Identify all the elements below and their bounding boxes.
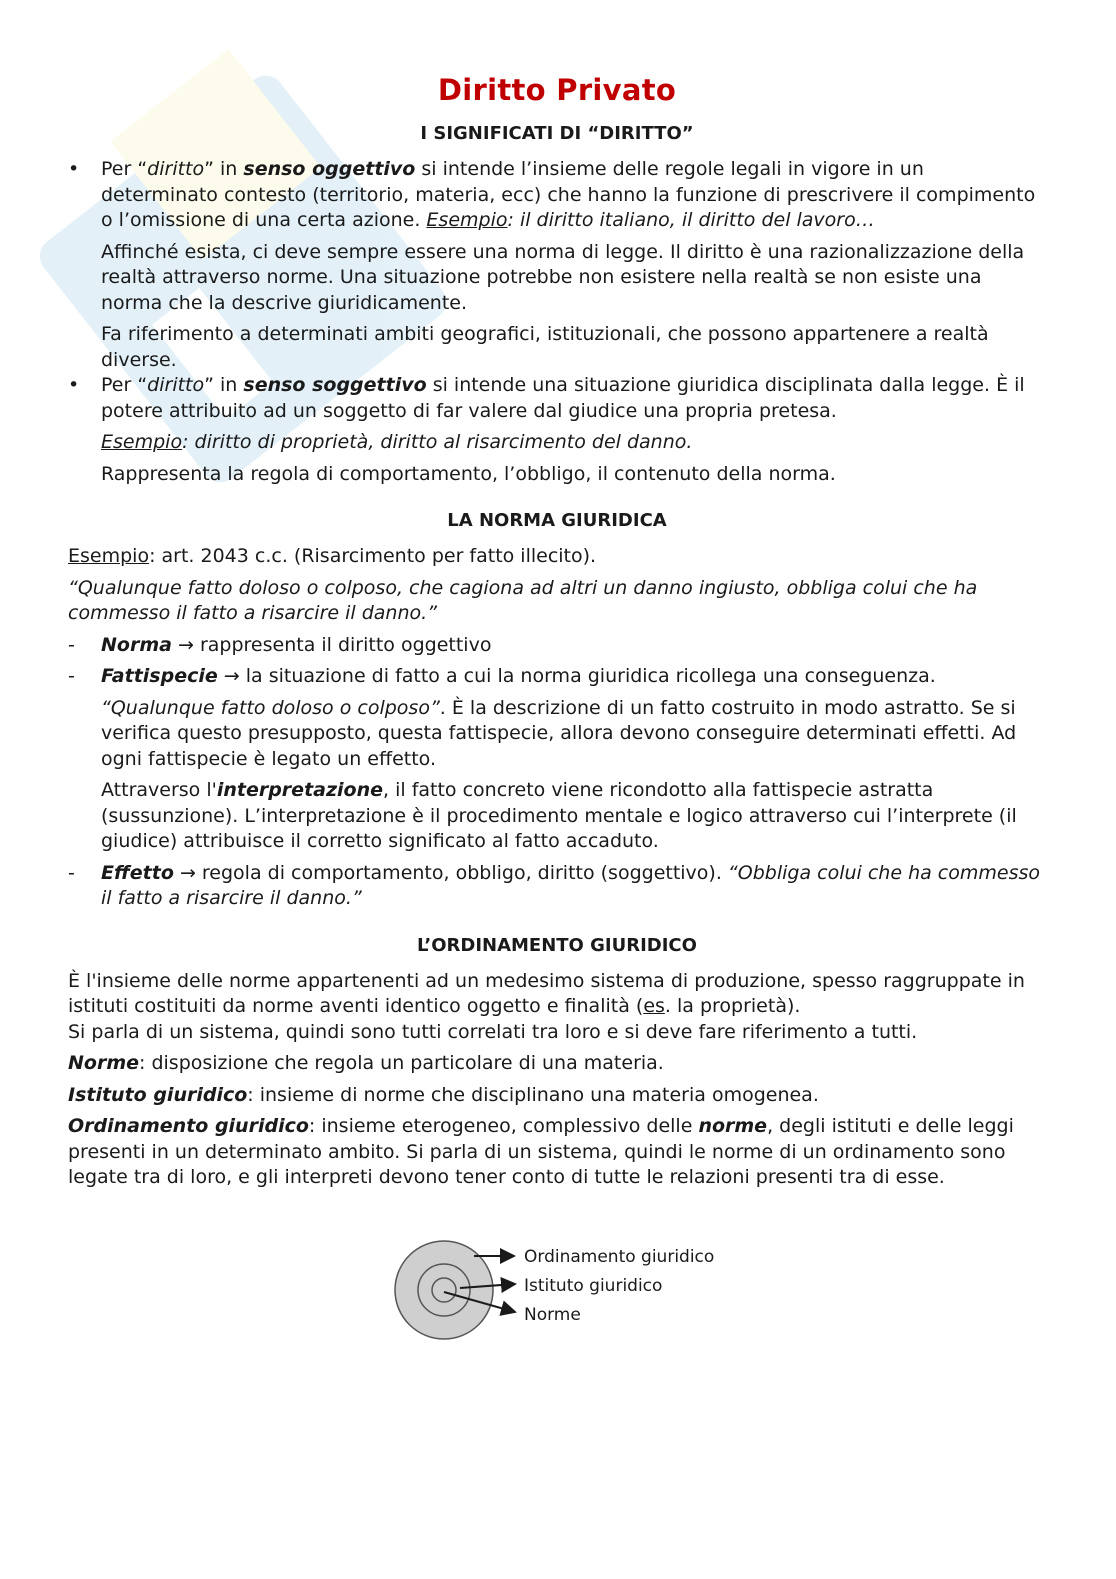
esempio-label: Esempio <box>426 209 508 231</box>
section-heading-ordinamento: L’ORDINAMENTO GIURIDICO <box>417 934 697 956</box>
example-line: Esempio: diritto di proprietà, diritto al risarcimento del danno. <box>101 431 693 453</box>
definition-ordinamento: Ordinamento giuridico: insieme eterogeneo, complessivo delle norme, degli istituti e delle leggi presenti in un determinato ambito. Si parla di un sistema, quindi le norme di un ordinamento sono legate tra di loro, e gli interpreti devono tener conto di tutte le relazioni presenti tra di esse. <box>68 1115 1014 1188</box>
dash-item-norma: - Norma → rappresenta il diritto oggettivo <box>68 633 1046 659</box>
dash-item-effetto: - Effetto → regola di comportamento, obbligo, diritto (soggettivo). “Obbliga colui che ha commesso il fatto a risarcire il danno.” <box>68 861 1046 912</box>
esempio-label: Esempio <box>68 545 150 567</box>
section-heading-norma: LA NORMA GIURIDICA <box>447 510 667 531</box>
section-heading-significati: I SIGNIFICATI DI “DIRITTO” <box>420 123 694 144</box>
paragraph: Si parla di un sistema, quindi sono tutti correlati tra loro e si deve fare riferimento a tutti. <box>68 1020 918 1043</box>
example-line: Esempio: art. 2043 c.c. (Risarcimento per fatto illecito). <box>68 545 597 567</box>
bullet-senso-oggettivo: • Per “diritto” in senso oggettivo si intende l’insieme delle regole legali in vigore in un determinato contesto (territorio, materia, ecc) che hanno la funzione di prescrivere il compimento o l’omissione di una certa azione. Esempio: il diritto italiano, il diritto del lavoro… <box>68 157 1046 234</box>
term-senso-oggettivo: senso oggettivo <box>243 158 416 180</box>
paragraph: “Qualunque fatto doloso o colposo”. È la descrizione di un fatto costruito in modo astratto. Se si verifica questo presupposto, questa fattispecie, allora devono conseguire determinati effetti. Ad ogni fattispecie è legato un effetto. <box>101 696 1017 770</box>
dash-item-fattispecie: - Fattispecie → la situazione di fatto a cui la norma giuridica ricollega una conseguenza. <box>68 664 1046 690</box>
definition-istituto: Istituto giuridico: insieme di norme che disciplinano una materia omogenea. <box>68 1083 819 1106</box>
paragraph: È l'insieme delle norme appartenenti ad un medesimo sistema di produzione, spesso raggruppate in istituti costituiti da norme aventi identico oggetto e finalità (es. la proprietà). <box>68 969 1025 1017</box>
esempio-label: Esempio <box>101 431 183 453</box>
label-ordinamento: Ordinamento giuridico <box>524 1247 715 1267</box>
quote: “Qualunque fatto doloso o colposo, che cagiona ad altri un danno ingiusto, obbliga colui che ha commesso il fatto a risarcire il danno.” <box>68 576 978 624</box>
paragraph: Fa riferimento a determinati ambiti geografici, istituzionali, che possono appartenere a realtà diverse. <box>101 323 989 371</box>
document-page <box>68 72 1046 1197</box>
bullet-senso-soggettivo: • Per “diritto” in senso soggettivo si intende una situazione giuridica disciplinata dalla legge. È il potere attribuito ad un soggetto di far valere dal giudice una propria pretesa. <box>68 373 1046 424</box>
concentric-diagram <box>390 1236 730 1346</box>
paragraph: Affinché esista, ci deve sempre essere una norma di legge. Il diritto è una razionalizzazione della realtà attraverso norme. Una situazione potrebbe non esistere nella realtà se non esiste una norma che la descrive giuridicamente. <box>101 240 1025 314</box>
label-istituto: Istituto giuridico <box>524 1276 663 1296</box>
definition-norme: Norme: disposizione che regola un particolare di una materia. <box>68 1052 664 1074</box>
label-norme: Norme <box>524 1305 581 1325</box>
paragraph: Attraverso l'interpretazione, il fatto concreto viene ricondotto alla fattispecie astratta (sussunzione). L’interpretazione è il procedimento mentale e logico attraverso cui l’interprete (il giudice) attribuisce il corretto significato al fatto accaduto. <box>101 779 1017 852</box>
paragraph: Rappresenta la regola di comportamento, l’obbligo, il contenuto della norma. <box>101 462 836 485</box>
circle-inner <box>432 1278 456 1302</box>
term-senso-soggettivo: senso soggettivo <box>243 374 427 396</box>
page-title: Diritto Privato <box>437 73 677 107</box>
